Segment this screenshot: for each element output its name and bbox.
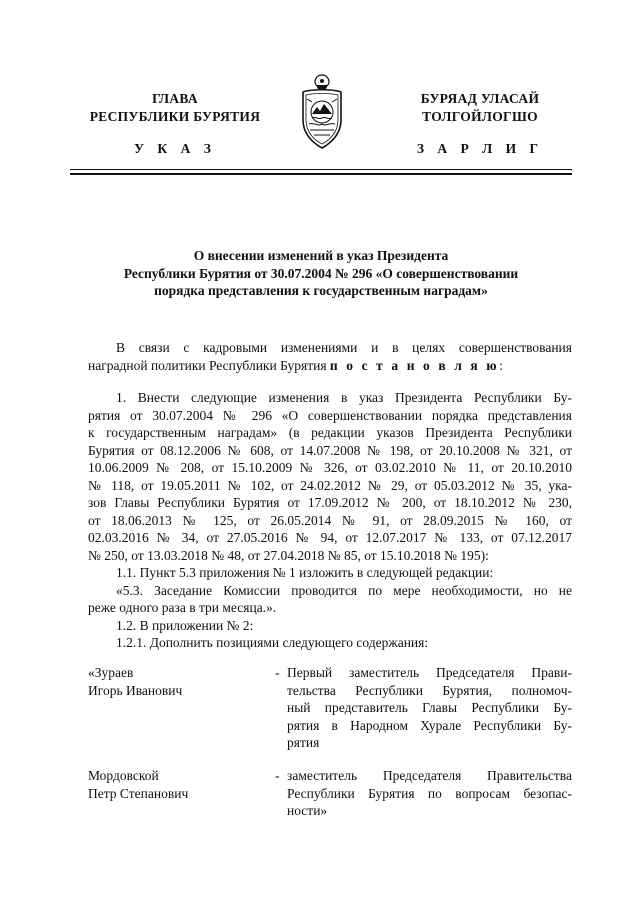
header-left-title xyxy=(70,90,280,126)
header-right-line: ТОЛГОЙЛОГШО xyxy=(422,109,538,124)
intro-colon: : xyxy=(499,357,503,373)
item1-line: зов Главы Республики Бурятия от 17.09.2012 № 200, от 18.10.2012 № 230, xyxy=(88,495,572,510)
quote-line: реже одного раза в три месяца.». xyxy=(88,600,277,615)
coat-of-arms-icon xyxy=(296,72,348,152)
document-title xyxy=(70,247,572,300)
intro-line xyxy=(88,357,572,375)
header-right-line: БУРЯАД УЛАСАЙ xyxy=(420,91,540,106)
person-position xyxy=(287,767,572,820)
intro-line: В связи с кадровыми изменениями и в целях совершенствования xyxy=(116,340,572,355)
item1-line: 10.06.2009 № 208, от 15.10.2009 № 326, от 03.02.2010 № 11, от 20.10.2010 xyxy=(88,460,572,475)
quote-line: «5.3. Заседание Комиссии проводится по мере необходимости, но не xyxy=(116,582,572,598)
position-line: Республики Бурятия по вопросам безопас- xyxy=(287,785,572,801)
item1-line: № 118, от 19.05.2011 № 102, от 24.02.2012 № 29, от 05.03.2012 № 35, ука- xyxy=(88,477,572,493)
title-line: порядка представления к государственным наградам» xyxy=(154,283,488,298)
header-left-line: ГЛАВА xyxy=(152,91,198,106)
person-name-line: Игорь Иванович xyxy=(88,682,183,698)
item1-2-text: 1.2. В приложении № 2: xyxy=(116,617,254,633)
position-line: ный представитель Главы Республики Бу- xyxy=(287,700,572,715)
position-line: ности» xyxy=(287,803,328,818)
title-line: О внесении изменений в указ Президента xyxy=(193,248,449,263)
item1-line: рятия от 30.07.2004 № 296 «О совершенствовании порядка представления xyxy=(88,407,572,423)
position-line: заместитель Председателя Правительства xyxy=(287,768,572,783)
decree-label-ru: У К А З xyxy=(134,141,216,156)
person-name xyxy=(88,664,278,699)
header-divider-thin xyxy=(70,169,572,170)
item1-1-text: 1.1. Пункт 5.3 приложения № 1 изложить в следующей редакции: xyxy=(116,565,494,580)
document-body xyxy=(88,339,572,652)
item1-line: 02.03.2016 № 34, от 27.05.2016 № 94, от 12.07.2017 № 133, от 07.12.2017 xyxy=(88,530,572,545)
resolve-word: п о с т а н о в л я ю xyxy=(329,357,500,373)
item1-line: 1. Внести следующие изменения в указ Президента Республики Бу- xyxy=(116,390,572,405)
person-name xyxy=(88,767,278,802)
person-name-line: Мордовской xyxy=(88,768,159,783)
person-dash: - xyxy=(275,768,280,783)
item1-line: Бурятия от 08.12.2006 № 608, от 14.07.2008 № 198, от 20.10.2008 № 321, от xyxy=(88,442,572,458)
person-position xyxy=(287,664,572,752)
position-line: рятия xyxy=(287,735,320,750)
position-line: рятия в Народном Хурале Республики Бу- xyxy=(287,717,572,733)
person-name-line: «Зураев xyxy=(88,665,134,680)
title-line: Республики Бурятия от 30.07.2004 № 296 «О совершенствовании xyxy=(123,265,519,281)
header-left-line: РЕСПУБЛИКИ БУРЯТИЯ xyxy=(89,109,261,124)
item1-2-1-text: 1.2.1. Дополнить позициями следующего содержания: xyxy=(116,635,429,650)
position-line: тельства Республики Бурятия, полномоч- xyxy=(287,682,572,698)
intro-text: наградной политики Республики Бурятия xyxy=(88,357,330,373)
person-dash: - xyxy=(275,665,280,680)
item1-line: от 18.06.2013 № 125, от 26.05.2014 № 91, от 28.09.2015 № 160, от xyxy=(88,512,572,528)
header-divider-thick xyxy=(70,173,572,175)
position-line: Первый заместитель Председателя Прави- xyxy=(287,665,572,680)
person-name-line: Петр Степанович xyxy=(88,785,189,801)
item1-line: № 250, от 13.03.2018 № 48, от 27.04.2018 № 85, от 15.10.2018 № 195): xyxy=(88,547,489,563)
header-right-title xyxy=(375,90,585,126)
item1-line: к государственным наградам» (в редакции указов Президента Республики xyxy=(88,425,572,440)
decree-label-bua: З А Р Л И Г xyxy=(416,141,544,156)
